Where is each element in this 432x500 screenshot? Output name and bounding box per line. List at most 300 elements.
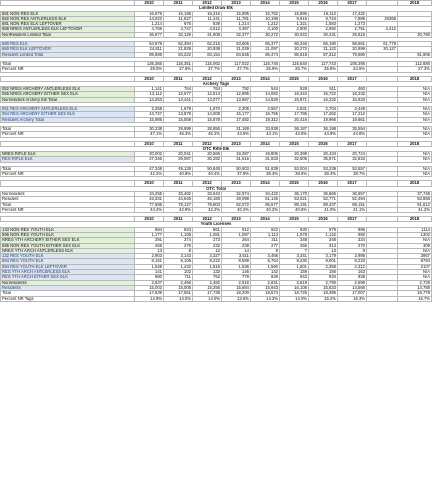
table-cell: 8: [251, 248, 280, 253]
table-cell: 15,886: [280, 11, 309, 16]
table-cell: 30,022: [280, 32, 309, 37]
year-header-cell: 2015: [280, 76, 309, 81]
year-header-cell: 2011: [164, 217, 193, 222]
year-header-cell: 2016: [309, 76, 338, 81]
table-cell: 996: [338, 227, 367, 232]
table-cell: 16,316: [193, 11, 222, 16]
table-cell: 12,895: [222, 92, 251, 97]
table-cell: 45.2%: [193, 132, 222, 137]
table-cell: 15,943: [251, 285, 280, 290]
table-cell: 15,762: [251, 11, 280, 16]
table-cell: 27.7%: [222, 67, 251, 72]
license-table-body: [1, 1, 432, 302]
table-cell: 31,616: [222, 157, 251, 162]
table-cell: 37,746: [398, 191, 432, 196]
table-cell: 14,566: [338, 285, 367, 290]
table-cell: 32,129: [164, 32, 193, 37]
table-cell: 884: [135, 227, 164, 232]
table-cell: 20,416: [280, 117, 309, 122]
table-cell: 15.3%: [338, 296, 367, 301]
table-cell: N/A: [398, 112, 432, 117]
table-cell: 3,341: [280, 254, 309, 259]
table-cell: 36,170: [280, 191, 309, 196]
table-cell: 849: [251, 275, 280, 280]
table-cell: 16,779: [398, 291, 432, 296]
table-cell: 46.3%: [164, 132, 193, 137]
table-cell: 18,395: [309, 291, 338, 296]
table-cell: 43.9%: [222, 132, 251, 137]
table-cell: 14,022: [135, 16, 164, 21]
table-cell: 9,915: [280, 16, 309, 21]
table-row: [1, 296, 432, 301]
table-cell: 934: [309, 275, 338, 280]
table-cell: 11,627: [164, 16, 193, 21]
year-header-cell: 2013: [222, 1, 251, 6]
table-cell: 19,806: [251, 152, 280, 157]
table-cell: 28,955: [193, 126, 222, 131]
year-header-cell: 2014: [251, 1, 280, 6]
table-cell: 273: [193, 238, 222, 243]
table-cell: 47,348: [135, 166, 164, 171]
table-cell: 291: [135, 238, 164, 243]
table-cell: 976: [164, 22, 193, 27]
table-cell: 20,272: [280, 47, 309, 52]
table-cell: 51,639: [251, 166, 280, 171]
table-cell: 20,566: [193, 152, 222, 157]
year-header-cell: 2010: [135, 76, 164, 81]
table-cell: 42.9%: [164, 207, 193, 212]
table-cell: 20,041: [164, 152, 193, 157]
table-cell: 87,312: [309, 52, 338, 57]
table-cell: 27.3%: [398, 67, 432, 72]
table-cell: 112,686: [398, 61, 432, 66]
table-cell: 156: [309, 270, 338, 275]
table-cell: 132: [193, 270, 222, 275]
table-cell: 313: [309, 243, 338, 248]
table-cell: 839: [193, 22, 222, 27]
row-label: Percent NR: [1, 132, 135, 137]
table-cell: 11,781: [222, 16, 251, 21]
table-cell: [367, 296, 398, 301]
table-cell: 1,679: [164, 107, 193, 112]
year-header-cell: 2013: [222, 181, 251, 186]
table-cell: 752: [193, 275, 222, 280]
year-header-cell: 2014: [251, 217, 280, 222]
table-cell: 930: [280, 227, 309, 232]
row-label: NRES YTH ARCH ANTLERLESS ELK: [1, 248, 135, 253]
section-title: Limited Draw Elk: [1, 6, 432, 11]
table-cell: 2,596: [338, 280, 367, 285]
table-cell: 117,022: [222, 61, 251, 66]
table-cell: 10,198: [251, 16, 280, 21]
table-cell: 38.4%: [251, 172, 280, 177]
table-cell: 2,516: [222, 280, 251, 285]
table-cell: 32,974: [222, 191, 251, 196]
table-cell: 18,725: [280, 291, 309, 296]
table-cell: 40.6%: [280, 207, 309, 212]
table-cell: 2,790: [309, 280, 338, 285]
table-cell: 238: [222, 243, 251, 248]
table-cell: 44.8%: [309, 132, 338, 137]
table-cell: 2,358: [309, 264, 338, 269]
row-label: Nonresident Archery Elk Total: [1, 97, 135, 102]
table-cell: 277: [251, 243, 280, 248]
table-cell: 1,142: [309, 232, 338, 237]
year-header-cell: 2012: [193, 181, 222, 186]
row-label: Percent NR: [1, 172, 135, 177]
table-cell: 41.1%: [338, 207, 367, 212]
table-cell: 12: [193, 248, 222, 253]
table-cell: 20,724: [338, 152, 367, 157]
table-cell: 19,661: [338, 117, 367, 122]
table-cell: 13,879: [164, 112, 193, 117]
table-cell: 86,618: [280, 52, 309, 57]
table-cell: 17,212: [338, 112, 367, 117]
table-cell: 25,815: [338, 32, 367, 37]
table-cell: 511: [309, 87, 338, 92]
table-cell: 711: [164, 275, 193, 280]
table-cell: 34,255: [135, 191, 164, 196]
section-title: OTC Total: [1, 186, 432, 191]
table-cell: 2,631: [251, 280, 280, 285]
table-cell: 16,232: [338, 92, 367, 97]
table-cell: 15,002: [135, 285, 164, 290]
table-cell: 3,143: [164, 254, 193, 259]
table-cell: 28,999: [164, 126, 193, 131]
row-label: Total: [1, 202, 135, 207]
table-cell: 2,995: [338, 254, 367, 259]
table-cell: 79,580: [338, 52, 367, 57]
table-cell: 14.0%: [193, 296, 222, 301]
table-cell: 163: [338, 270, 367, 275]
table-cell: N/A: [398, 166, 432, 171]
year-header-cell: 2010: [135, 1, 164, 6]
table-cell: 2,619: [280, 280, 309, 285]
table-cell: 16,112: [309, 11, 338, 16]
table-cell: 14.2%: [251, 296, 280, 301]
table-cell: 61,779: [367, 42, 398, 47]
table-cell: 36,657: [338, 191, 367, 196]
row-label: NRES YTH ARCHERY EITHER SEX ELK: [1, 238, 135, 243]
table-cell: 1,548: [135, 264, 164, 269]
table-cell: 13.8%: [222, 296, 251, 301]
year-header-cell: 2018: [398, 1, 432, 6]
table-cell: 7,886: [338, 16, 367, 21]
table-cell: 1,583: [309, 22, 338, 27]
table-cell: 33,482: [164, 191, 193, 196]
table-cell: 41.2%: [398, 207, 432, 212]
table-cell: 528: [280, 87, 309, 92]
table-cell: 8,222: [193, 259, 222, 264]
table-cell: 142: [251, 270, 280, 275]
year-header-cell: 2011: [164, 76, 193, 81]
table-cell: 102: [164, 270, 193, 275]
table-cell: 8,233: [338, 259, 367, 264]
table-cell: 47.1%: [135, 132, 164, 137]
table-cell: 36,187: [280, 126, 309, 131]
year-header-cell: 2014: [251, 141, 280, 146]
table-cell: 7: [280, 248, 309, 253]
row-label: 581 NON RES ELK: [1, 11, 135, 16]
table-cell: 40.2%: [251, 207, 280, 212]
table-cell: 3,511: [222, 254, 251, 259]
table-cell: 9,001: [309, 259, 338, 264]
table-cell: 84,645: [222, 52, 251, 57]
table-cell: 85,577: [251, 202, 280, 207]
table-cell: 33,938: [251, 126, 280, 131]
row-label: 688 NRES ANTLERLESS ELK LEFTOVER: [1, 27, 135, 32]
table-cell: 14,082: [251, 92, 280, 97]
table-cell: 334: [338, 238, 367, 243]
table-cell: 1,214: [222, 22, 251, 27]
table-cell: 912: [222, 227, 251, 232]
row-label: Nonresident: [1, 191, 135, 196]
table-cell: 24.5%: [338, 67, 367, 72]
table-cell: 17,738: [193, 291, 222, 296]
year-header-cell: 2017: [338, 76, 367, 81]
year-header-cell: 2015: [280, 1, 309, 6]
table-cell: N/A: [398, 157, 432, 162]
table-cell: 18,200: [222, 291, 251, 296]
table-cell: 19,287: [222, 152, 251, 157]
table-cell: 15,995: [222, 11, 251, 16]
table-cell: 16,675: [135, 11, 164, 16]
year-header-cell: 2018: [398, 141, 432, 146]
table-cell: 14,626: [251, 97, 280, 102]
table-cell: 1,516: [193, 264, 222, 269]
year-header-cell: 2014: [251, 181, 280, 186]
table-cell: 1114: [398, 227, 432, 232]
table-cell: 13: [135, 248, 164, 253]
table-cell: 13,112: [135, 92, 164, 97]
row-label: Percent NR: [1, 67, 135, 72]
table-cell: 44,645: [164, 197, 193, 202]
table-cell: 51,145: [251, 197, 280, 202]
year-header-cell: 2012: [193, 76, 222, 81]
year-header-cell: 2015: [280, 217, 309, 222]
table-cell: 15,878: [193, 117, 222, 122]
table-cell: 2,900: [280, 27, 309, 32]
table-cell: 3,327: [193, 254, 222, 259]
table-cell: 36,198: [309, 126, 338, 131]
table-cell: 27.6%: [164, 67, 193, 72]
table-cell: 348: [280, 238, 309, 243]
table-cell: 126,366: [135, 61, 164, 66]
row-label: 582 NON RES ANTLERLESS ELK: [1, 16, 135, 21]
year-header-cell: 2011: [164, 181, 193, 186]
table-cell: 65,377: [251, 42, 280, 47]
table-cell: 50,903: [222, 166, 251, 171]
row-label: 680 RES ELK LEFTOVER: [1, 47, 135, 52]
table-cell: 15,985: [135, 117, 164, 122]
table-cell: N/A: [398, 275, 432, 280]
table-cell: 31,908: [193, 32, 222, 37]
table-cell: 62,394: [164, 42, 193, 47]
table-cell: 21,039: [222, 47, 251, 52]
row-label: 695 NON RES YOUTH EITHER SEX ELK: [1, 243, 135, 248]
table-cell: 31,169: [222, 126, 251, 131]
table-cell: 159: [280, 270, 309, 275]
table-cell: 8: [164, 248, 193, 253]
table-cell: 1,321: [280, 22, 309, 27]
table-cell: 29.0%: [135, 67, 164, 72]
table-cell: 117,743: [309, 61, 338, 66]
table-cell: 8,161: [135, 259, 164, 264]
table-cell: 3867: [398, 254, 432, 259]
year-header-cell: 2010: [135, 217, 164, 222]
table-cell: N/A: [398, 172, 432, 177]
table-cell: 14.0%: [164, 296, 193, 301]
year-header-cell: 2017: [338, 217, 367, 222]
table-cell: 53,021: [280, 197, 309, 202]
table-cell: 38.5%: [280, 172, 309, 177]
table-cell: 2,258: [135, 107, 164, 112]
table-cell: 20,127: [367, 47, 398, 52]
table-cell: 14: [222, 248, 251, 253]
table-cell: 348: [309, 238, 338, 243]
year-header-cell: 2012: [193, 1, 222, 6]
row-label: 580 RES ELK: [1, 42, 135, 47]
table-cell: 43.1%: [251, 132, 280, 137]
table-cell: 778: [222, 275, 251, 280]
table-cell: 19,966: [309, 117, 338, 122]
table-cell: 21,828: [164, 47, 193, 52]
year-header-cell: 2016: [309, 1, 338, 6]
table-cell: 861: [193, 227, 222, 232]
table-cell: 44.2%: [135, 207, 164, 212]
table-cell: 3,179: [309, 254, 338, 259]
row-label: 133 NON RES YOUTH ELK: [1, 227, 135, 232]
table-cell: 17,482: [222, 117, 251, 122]
table-cell: 38.7%: [338, 172, 367, 177]
table-cell: 115,062: [193, 61, 222, 66]
table-cell: 146: [222, 270, 251, 275]
table-cell: 264: [222, 238, 251, 243]
row-label: 694 RES YOUTH ELK LEFTOVER: [1, 264, 135, 269]
row-label: Total: [1, 61, 135, 66]
year-header-cell: 2011: [164, 141, 193, 146]
table-cell: 13,727: [135, 112, 164, 117]
table-cell: 15,005: [164, 285, 193, 290]
table-cell: 89,437: [309, 202, 338, 207]
table-cell: 19,312: [251, 117, 280, 122]
table-cell: 20,002: [135, 152, 164, 157]
table-cell: 30,238: [135, 126, 164, 131]
row-label: NRES RIFLE ELK: [1, 152, 135, 157]
table-cell: 32,833: [338, 157, 367, 162]
table-cell: 89,191: [280, 202, 309, 207]
year-header-cell: 2013: [222, 76, 251, 81]
row-label: Total: [1, 126, 135, 131]
table-cell: N/A: [398, 117, 432, 122]
table-cell: 1,097: [222, 232, 251, 237]
table-cell: 89,689: [135, 52, 164, 57]
table-cell: 2,312: [338, 264, 367, 269]
table-cell: 53,239: [309, 166, 338, 171]
table-cell: 15,722: [309, 92, 338, 97]
table-cell: 309: [398, 243, 432, 248]
table-cell: 2,751: [338, 27, 367, 32]
table-cell: 37.9%: [222, 172, 251, 177]
table-cell: 1,212: [251, 22, 280, 27]
table-cell: 8,106: [164, 259, 193, 264]
table-cell: 50,848: [193, 166, 222, 171]
table-cell: 3,747: [164, 27, 193, 32]
table-cell: 42.2%: [135, 172, 164, 177]
table-cell: 1,078: [280, 232, 309, 237]
year-header-cell: 2015: [280, 141, 309, 146]
table-cell: 89,151: [338, 202, 367, 207]
row-label: RES YTH ARCH EITHER SEX ELK: [1, 275, 135, 280]
table-cell: 17,262: [309, 112, 338, 117]
table-cell: 83,154: [193, 52, 222, 57]
table-cell: 11,241: [193, 16, 222, 21]
table-cell: 43.6%: [280, 132, 309, 137]
table-cell: 36,677: [135, 32, 164, 37]
section-title: Youth Licenses: [1, 222, 432, 227]
table-cell: 30,272: [251, 32, 280, 37]
table-cell: 35,571: [309, 157, 338, 162]
row-label: 054 RES ARCHERY EITHER SEX ELK: [1, 112, 135, 117]
table-cell: 84,222: [164, 52, 193, 57]
table-cell: 1,273: [338, 22, 367, 27]
table-cell: 2,482: [193, 280, 222, 285]
table-cell: N/A: [398, 97, 432, 102]
table-cell: 20,434: [309, 152, 338, 157]
year-header-cell: 2017: [338, 1, 367, 6]
table-cell: 14.9%: [135, 296, 164, 301]
table-cell: 24,811: [135, 47, 164, 52]
row-label: Nonresidents: [1, 280, 135, 285]
year-header-cell: 2016: [309, 217, 338, 222]
row-label: Percent NR Tags: [1, 296, 135, 301]
table-cell: 116,640: [280, 61, 309, 66]
table-cell: 764: [164, 87, 193, 92]
row-label: RES RIFLE ELK: [1, 157, 135, 162]
row-label: Percent NR: [1, 207, 135, 212]
table-cell: 105,395: [338, 61, 367, 66]
table-cell: 43,331: [135, 197, 164, 202]
table-cell: 63,606: [222, 42, 251, 47]
table-cell: 1,113: [251, 232, 280, 237]
table-cell: 979: [309, 227, 338, 232]
table-cell: 44.8%: [338, 132, 367, 137]
table-cell: 62,216: [193, 42, 222, 47]
table-cell: 29,087: [164, 157, 193, 162]
table-cell: 9,230: [280, 259, 309, 264]
table-cell: 64,878: [135, 42, 164, 47]
table-cell: 1302: [398, 232, 432, 237]
table-cell: 1,432: [164, 264, 193, 269]
year-header-cell: 2016: [309, 141, 338, 146]
table-cell: 2,992: [309, 27, 338, 32]
table-cell: 86,474: [251, 52, 280, 57]
row-label: Total: [1, 166, 135, 171]
table-cell: 31,833: [251, 157, 280, 162]
table-cell: 2,704: [309, 107, 338, 112]
table-cell: 81,906: [398, 52, 432, 57]
table-cell: 25.8%: [309, 67, 338, 72]
table-cell: 116,351: [164, 61, 193, 66]
table-cell: 544: [251, 87, 280, 92]
table-cell: 15.2%: [309, 296, 338, 301]
table-cell: 2107: [398, 264, 432, 269]
table-cell: 53,557: [338, 166, 367, 171]
table-cell: 66,346: [280, 42, 309, 47]
table-cell: 79,803: [193, 202, 222, 207]
year-header-cell: 2013: [222, 141, 251, 146]
row-label: 681 NON RES ELK LEFTOVER: [1, 22, 135, 27]
